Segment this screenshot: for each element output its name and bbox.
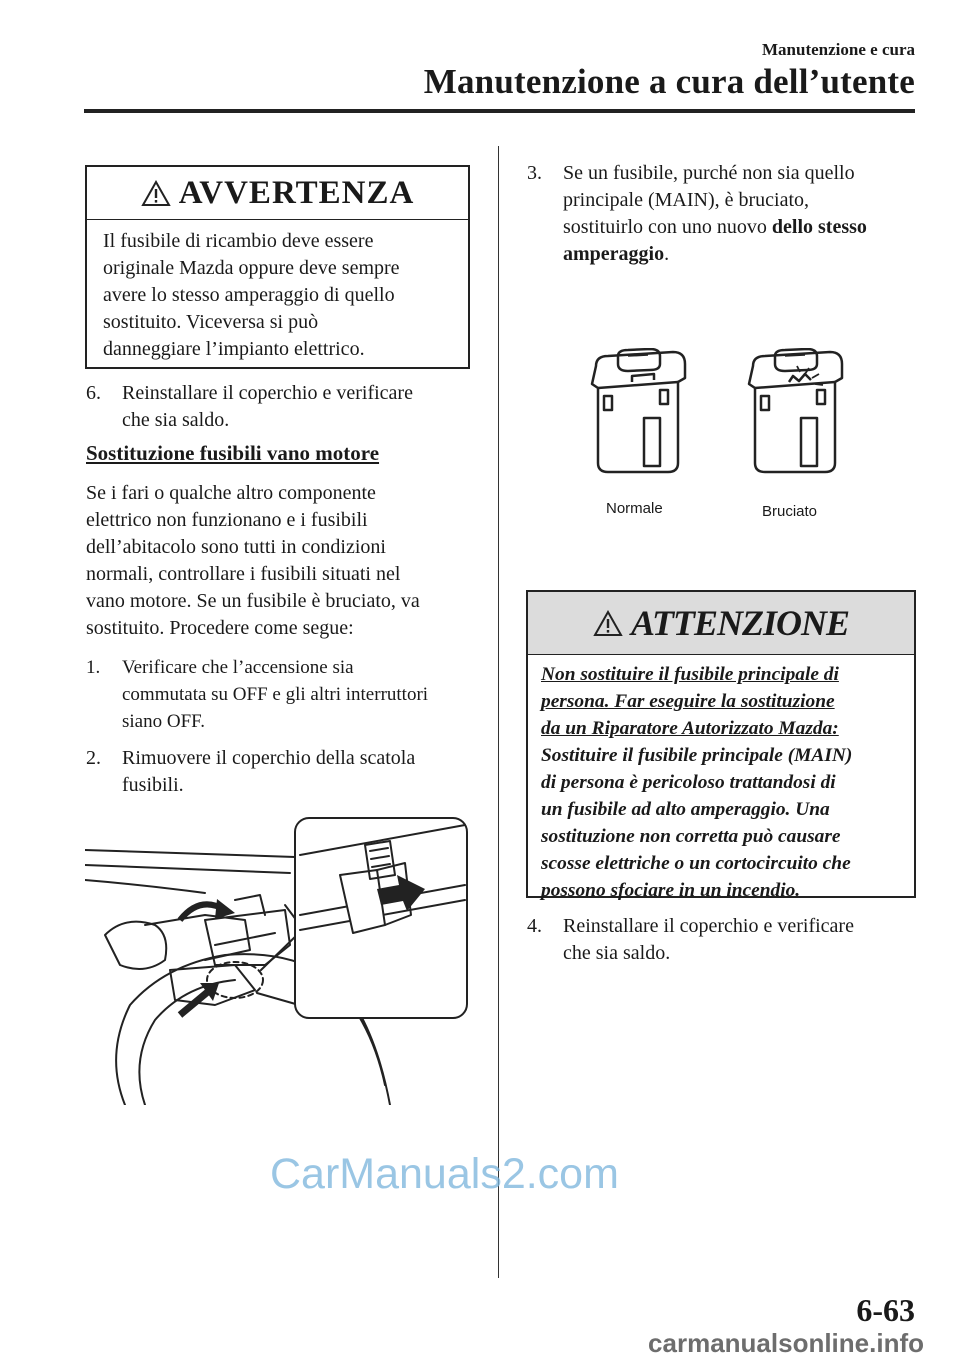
intro-line: sostituito. Procedere come segue:: [86, 617, 354, 639]
blown-fuse-label: Bruciato: [762, 503, 818, 520]
step-number: 3.: [527, 162, 542, 184]
intro-line: vano motore. Se un fusibile è bruciato, va: [86, 590, 420, 612]
caution-box: [526, 590, 916, 901]
column-divider: [498, 146, 499, 1278]
intro-line: dell’abitacolo sono tutti in condizioni: [86, 536, 386, 558]
normal-fuse-label: Normale: [606, 500, 663, 517]
intro-line: elettrico non funzionano e i fusibili: [86, 509, 368, 531]
caution-line: di persona è pericoloso trattandosi di: [541, 772, 836, 793]
warning-line: Il fusibile di ricambio deve essere: [103, 230, 374, 252]
warning-header: [87, 167, 468, 220]
caution-header: [528, 592, 914, 655]
caution-title: ATTENZIONE: [630, 603, 850, 643]
running-header-section: Manutenzione e cura: [762, 40, 915, 59]
warning-triangle-icon: [593, 610, 623, 637]
step-text: sostituirlo con uno nuovo: [563, 216, 772, 238]
warning-line: originale Mazda oppure deve sempre: [103, 257, 400, 279]
warning-triangle-icon: [141, 180, 171, 207]
step-line: Reinstallare il coperchio e verificare: [563, 915, 854, 937]
page-title: Manutenzione a cura dell’utente: [423, 62, 915, 101]
step-line: siano OFF.: [122, 711, 205, 732]
caution-body: [528, 655, 914, 904]
step-line: che sia saldo.: [563, 942, 671, 964]
warning-line: danneggiare l’impianto elettrico.: [103, 338, 365, 360]
step-line: Se un fusibile, purché non sia quello: [563, 162, 855, 184]
caution-line: scosse elettriche o un cortocircuito che: [541, 853, 851, 874]
step-line-4: [527, 241, 927, 268]
warning-box: [85, 165, 470, 369]
step-line: che sia saldo.: [122, 409, 230, 431]
step-text-bold: dello stesso: [771, 216, 867, 238]
caution-underlined-line: persona. Far eseguire la sostituzione: [541, 691, 835, 712]
warning-body: [87, 220, 468, 363]
step-2: [86, 745, 486, 799]
caution-underlined-line: Non sostituire il fusibile principale di: [541, 664, 839, 685]
header-rule: [84, 109, 915, 113]
warning-title: AVVERTENZA: [178, 174, 415, 211]
warning-line: avere lo stesso amperaggio di quello: [103, 284, 395, 306]
caution-underlined-line: da un Riparatore Autorizzato Mazda:: [541, 718, 839, 739]
step-number: 4.: [527, 915, 542, 937]
step-number: 1.: [86, 657, 101, 678]
step-line: Reinstallare il coperchio e verificare: [122, 382, 413, 404]
step-line: commutata su OFF e gli altri interruttori: [122, 684, 429, 705]
normal-fuse-icon: [588, 348, 698, 478]
caution-line: un fusibile ad alto amperaggio. Una: [541, 799, 830, 820]
caution-line: possono sfociare in un incendio.: [541, 880, 801, 901]
engine-fuse-box-illustration: [85, 815, 470, 1105]
step-line: principale (MAIN), è bruciato,: [563, 189, 810, 211]
step-1: [86, 654, 486, 735]
step-line: Rimuovere il coperchio della scatola: [122, 747, 416, 769]
caution-line: sostituzione non corretta può causare: [541, 826, 841, 847]
step-text: .: [664, 243, 670, 265]
blown-fuse-icon: [745, 348, 860, 478]
step-4: [527, 913, 927, 967]
page-number: 6-63: [856, 1292, 915, 1328]
footer-url: carmanualsonline.info: [648, 1328, 924, 1358]
step-line-3: [527, 214, 927, 241]
step-3: [527, 160, 927, 268]
caution-line: Sostituire il fusibile principale (MAIN): [541, 745, 853, 766]
watermark: CarManuals2.com: [270, 1150, 619, 1198]
step-number: 2.: [86, 747, 101, 769]
step-text-bold: amperaggio: [563, 243, 665, 265]
step-line: Verificare che l’accensione sia: [122, 657, 354, 678]
intro-line: normali, controllare i fusibili situati nel: [86, 563, 401, 585]
step-number: 6.: [86, 382, 101, 404]
section-heading: Sostituzione fusibili vano motore: [86, 441, 380, 465]
intro-paragraph: [86, 480, 486, 642]
step-line: fusibili.: [122, 774, 184, 796]
warning-line: sostituito. Viceversa si può: [103, 311, 319, 333]
intro-line: Se i fari o qualche altro componente: [86, 482, 376, 504]
step-6: [86, 380, 486, 434]
